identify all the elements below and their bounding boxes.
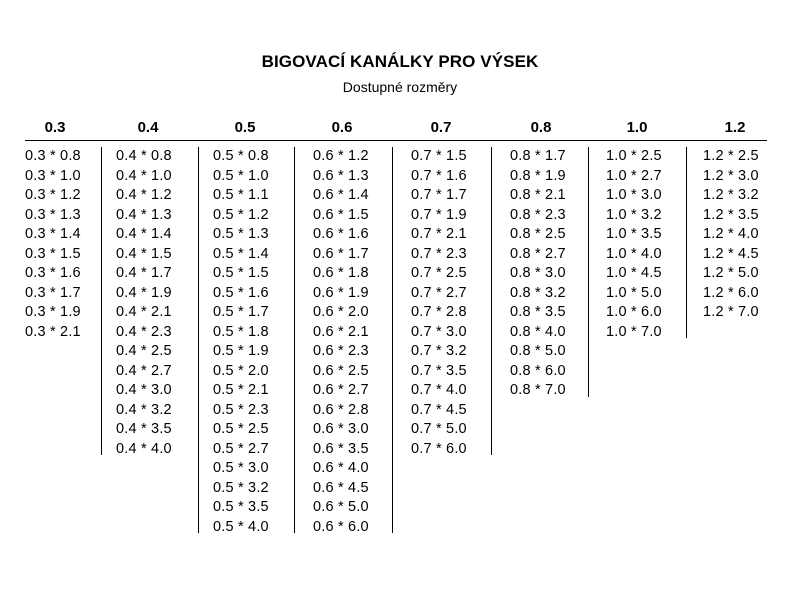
- column-separator: [686, 147, 687, 338]
- dimension-item: 0.3 * 1.9: [25, 304, 81, 320]
- dimension-item: 0.4 * 2.1: [116, 304, 172, 320]
- dimension-item: 1.0 * 2.5: [606, 148, 662, 164]
- dimension-item: 0.6 * 1.5: [313, 206, 369, 223]
- dimension-item: 0.4 * 2.5: [116, 343, 172, 359]
- column-list: [313, 147, 369, 537]
- dimension-item: 0.7 * 3.2: [411, 343, 467, 359]
- dimension-item: 1.0 * 7.0: [606, 323, 662, 340]
- dimension-item: 0.6 * 4.0: [313, 460, 369, 476]
- column-separator: [294, 147, 295, 533]
- dimension-item: 0.4 * 2.7: [116, 362, 172, 379]
- dimension-item: 0.6 * 6.0: [313, 518, 369, 535]
- dimension-item: 1.2 * 4.5: [703, 245, 759, 262]
- dimension-item: 0.3 * 1.3: [25, 206, 81, 223]
- dimension-item: 0.5 * 1.2: [213, 206, 269, 223]
- dimension-item: 0.7 * 3.0: [411, 323, 467, 340]
- dimension-item: 0.3 * 1.2: [25, 187, 81, 203]
- column-header: 0.4: [137, 119, 159, 136]
- dimension-item: 0.4 * 4.0: [116, 440, 172, 457]
- dimension-item: 0.5 * 1.8: [213, 323, 269, 340]
- dimension-item: 0.3 * 0.8: [25, 148, 81, 164]
- column-list: [213, 147, 269, 537]
- dimension-item: 0.5 * 3.5: [213, 499, 269, 515]
- dimension-item: 0.3 * 2.1: [25, 323, 81, 340]
- dimension-item: 0.7 * 5.0: [411, 421, 467, 437]
- dimension-item: 0.5 * 0.8: [213, 148, 269, 164]
- dimension-item: 0.4 * 0.8: [116, 148, 172, 164]
- dimension-item: 0.5 * 2.3: [213, 401, 269, 418]
- dimension-item: 0.5 * 1.7: [213, 304, 269, 320]
- column-separator: [101, 147, 102, 455]
- column-separator: [491, 147, 492, 455]
- dimension-item: 1.0 * 4.0: [606, 245, 662, 262]
- dimension-item: 1.2 * 3.2: [703, 187, 759, 203]
- column-separator: [392, 147, 393, 533]
- dimension-item: 0.5 * 1.0: [213, 167, 269, 184]
- dimension-item: 0.4 * 3.5: [116, 421, 172, 437]
- dimension-item: 0.6 * 1.4: [313, 187, 369, 203]
- dimension-item: 0.7 * 1.9: [411, 206, 467, 223]
- dimension-item: 0.3 * 1.0: [25, 167, 81, 184]
- dimension-item: 1.0 * 6.0: [606, 304, 662, 320]
- dimension-item: 1.2 * 6.0: [703, 284, 759, 301]
- dimension-item: 0.5 * 3.0: [213, 460, 269, 476]
- dimension-item: 1.0 * 3.0: [606, 187, 662, 203]
- dimension-item: 0.8 * 7.0: [510, 382, 566, 398]
- dimension-item: 0.8 * 4.0: [510, 323, 566, 340]
- dimension-item: 0.3 * 1.6: [25, 265, 81, 281]
- dimension-item: 0.4 * 1.7: [116, 265, 172, 281]
- dimension-item: 0.8 * 5.0: [510, 343, 566, 359]
- dimension-item: 0.8 * 3.5: [510, 304, 566, 320]
- column-separator: [588, 147, 589, 397]
- dimension-item: 0.6 * 2.7: [313, 382, 369, 398]
- dimension-item: 0.8 * 2.1: [510, 187, 566, 203]
- dimension-item: 0.5 * 1.4: [213, 245, 269, 262]
- column-list: [411, 147, 467, 459]
- dimension-item: 0.5 * 2.7: [213, 440, 269, 457]
- dimension-item: 0.5 * 4.0: [213, 518, 269, 535]
- dimension-item: 0.5 * 1.3: [213, 226, 269, 242]
- dimension-item: 0.7 * 2.5: [411, 265, 467, 281]
- column-list: [25, 147, 81, 342]
- dimension-item: 0.5 * 1.9: [213, 343, 269, 359]
- column-header: 0.3: [44, 119, 66, 136]
- dimension-item: 0.7 * 1.5: [411, 148, 467, 164]
- dimension-item: 0.4 * 1.3: [116, 206, 172, 223]
- dimension-item: 0.3 * 1.7: [25, 284, 81, 301]
- dimension-item: 0.8 * 2.5: [510, 226, 566, 242]
- dimension-item: 0.6 * 4.5: [313, 479, 369, 496]
- dimension-item: 1.2 * 3.5: [703, 206, 759, 223]
- dimension-item: 0.7 * 1.7: [411, 187, 467, 203]
- dimension-item: 0.4 * 3.2: [116, 401, 172, 418]
- column-header: 0.5: [234, 119, 256, 136]
- dimension-item: 0.6 * 3.0: [313, 421, 369, 437]
- dimension-item: 0.5 * 3.2: [213, 479, 269, 496]
- dimension-item: 0.4 * 2.3: [116, 323, 172, 340]
- dimension-item: 0.4 * 1.5: [116, 245, 172, 262]
- dimension-item: 0.4 * 1.4: [116, 226, 172, 242]
- dimension-item: 0.5 * 2.5: [213, 421, 269, 437]
- dimension-item: 0.8 * 3.0: [510, 265, 566, 281]
- dimension-item: 0.5 * 2.1: [213, 382, 269, 398]
- dimension-item: 0.6 * 2.5: [313, 362, 369, 379]
- column-list: [116, 147, 172, 459]
- dimension-item: 0.6 * 3.5: [313, 440, 369, 457]
- dimension-item: 0.8 * 1.9: [510, 167, 566, 184]
- column-header: 0.7: [430, 119, 452, 136]
- dimension-item: 0.6 * 1.3: [313, 167, 369, 184]
- dimension-item: 0.8 * 3.2: [510, 284, 566, 301]
- dimension-item: 0.7 * 2.1: [411, 226, 467, 242]
- dimension-item: 1.2 * 2.5: [703, 148, 759, 164]
- dimension-item: 0.7 * 4.5: [411, 401, 467, 418]
- column-separator: [198, 147, 199, 533]
- dimension-item: 0.3 * 1.4: [25, 226, 81, 242]
- dimension-item: 0.7 * 1.6: [411, 167, 467, 184]
- dimension-item: 0.4 * 1.2: [116, 187, 172, 203]
- dimension-item: 0.5 * 1.5: [213, 265, 269, 281]
- header-divider: [25, 140, 767, 141]
- dimension-item: 1.0 * 3.5: [606, 226, 662, 242]
- column-list: [703, 147, 759, 323]
- dimension-item: 1.2 * 4.0: [703, 226, 759, 242]
- dimension-item: 0.7 * 4.0: [411, 382, 467, 398]
- dimension-item: 1.0 * 5.0: [606, 284, 662, 301]
- dimension-item: 0.6 * 1.6: [313, 226, 369, 242]
- dimension-item: 0.6 * 5.0: [313, 499, 369, 515]
- dimension-item: 0.7 * 2.8: [411, 304, 467, 320]
- dimension-item: 0.4 * 1.9: [116, 284, 172, 301]
- dimension-item: 0.6 * 2.3: [313, 343, 369, 359]
- dimension-item: 1.2 * 7.0: [703, 304, 759, 320]
- dimension-item: 1.0 * 2.7: [606, 167, 662, 184]
- dimension-item: 0.4 * 3.0: [116, 382, 172, 398]
- dimension-item: 0.4 * 1.0: [116, 167, 172, 184]
- dimension-item: 0.5 * 2.0: [213, 362, 269, 379]
- dimension-item: 0.8 * 2.3: [510, 206, 566, 223]
- dimension-item: 0.7 * 6.0: [411, 440, 467, 457]
- dimension-item: 0.7 * 3.5: [411, 362, 467, 379]
- column-list: [606, 147, 662, 342]
- dimension-item: 0.7 * 2.3: [411, 245, 467, 262]
- column-header: 1.0: [626, 119, 648, 136]
- dimension-item: 1.0 * 4.5: [606, 265, 662, 281]
- column-header: 0.6: [331, 119, 353, 136]
- dimension-item: 0.8 * 2.7: [510, 245, 566, 262]
- dimension-item: 0.6 * 2.1: [313, 323, 369, 340]
- dimension-item: 0.3 * 1.5: [25, 245, 81, 262]
- dimension-item: 0.6 * 1.8: [313, 265, 369, 281]
- dimension-item: 0.6 * 2.8: [313, 401, 369, 418]
- dimension-item: 0.6 * 1.9: [313, 284, 369, 301]
- dimension-item: 0.5 * 1.6: [213, 284, 269, 301]
- document-title: BIGOVACÍ KANÁLKY PRO VÝSEK: [261, 52, 539, 71]
- document-subtitle: Dostupné rozměry: [342, 79, 458, 95]
- dimension-item: 0.5 * 1.1: [213, 187, 269, 203]
- dimension-item: 0.7 * 2.7: [411, 284, 467, 301]
- column-list: [510, 147, 566, 401]
- column-header: 0.8: [530, 119, 552, 136]
- dimension-item: 0.6 * 2.0: [313, 304, 369, 320]
- dimension-item: 0.6 * 1.7: [313, 245, 369, 262]
- dimension-item: 1.0 * 3.2: [606, 206, 662, 223]
- column-header: 1.2: [724, 119, 746, 136]
- dimension-item: 1.2 * 5.0: [703, 265, 759, 281]
- dimension-item: 1.2 * 3.0: [703, 167, 759, 184]
- dimension-item: 0.6 * 1.2: [313, 148, 369, 164]
- dimension-item: 0.8 * 6.0: [510, 362, 566, 379]
- dimension-item: 0.8 * 1.7: [510, 148, 566, 164]
